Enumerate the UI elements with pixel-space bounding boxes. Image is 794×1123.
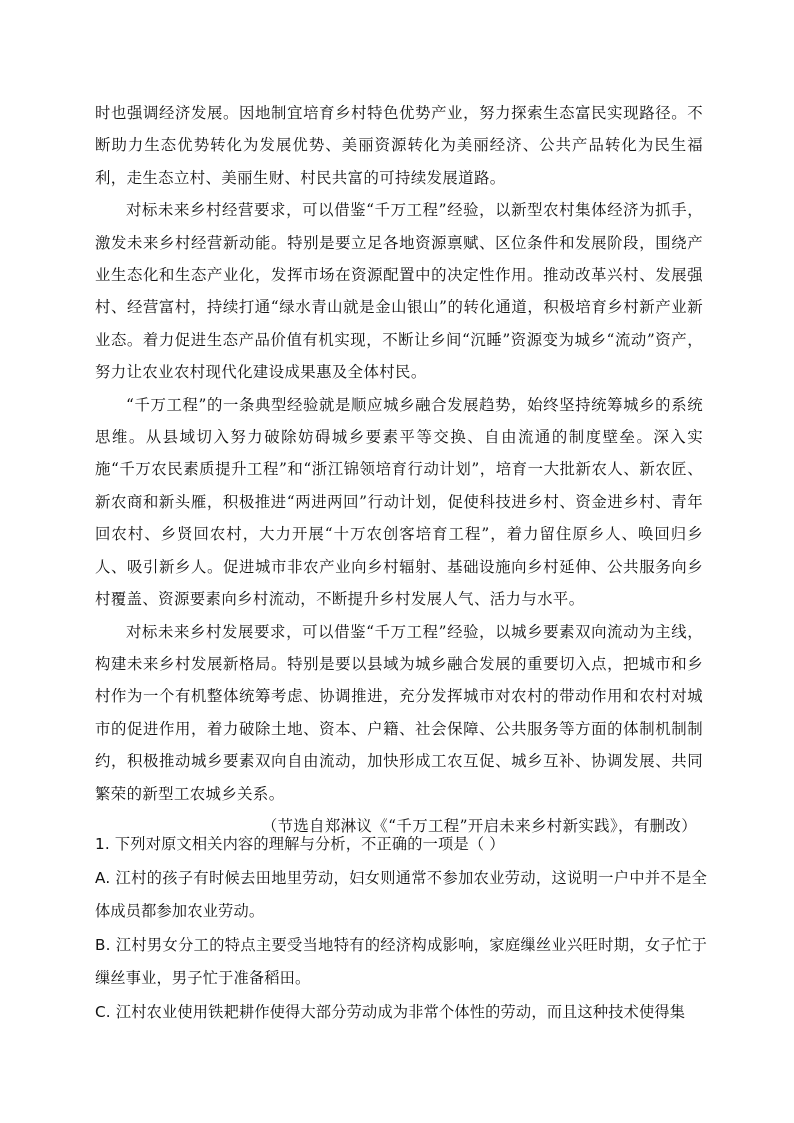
- question-1-stem: 1. 下列对原文相关内容的理解与分析，不正确的一项是（ ）: [95, 835, 505, 853]
- question-section: [95, 828, 707, 1029]
- article-paragraph-4: 对标未来乡村发展要求，可以借鉴“千万工程”经验，以城乡要素双向流动为主线，构建未来乡村发展新格局。特别是要以县域为城乡融合发展的重要切入点，把城市和乡村作为一个有机整体统筹考虑、协调推进，充分发挥城市对农村的带动作用和农村对城市的促进作用，着力破除土地、资本、户籍、社会保障、公共服务等方面的体制机制制约，积极推动城乡要素双向自由流动，加快形成工农互促、城乡互补、协调发展、共同繁荣的新型工农城乡关系。: [95, 622, 703, 803]
- question-1-option-c: C. 江村农业使用铁耙耕作使得大部分劳动成为非常个体性的劳动，而且这种技术使得集: [95, 1002, 686, 1021]
- question-1-option-a: A. 江村的孩子有时候去田地里劳动，妇女则通常不参加农业劳动，这说明一户中并不是全体成员都参加农业劳动。: [95, 868, 707, 920]
- article-paragraph-3: “千万工程”的一条典型经验就是顺应城乡融合发展趋势，始终坚持统筹城乡的系统思维。从县域切入努力破除妨碍城乡要素平等交换、自由流通的制度壁垒。深入实施“千万农民素质提升工程”和“浙江锦领培育行动计划”，培育一大批新农人、新农匠、新农商和新头雁，积极推进“两进两回”行动计划，促使科技进乡村、资金进乡村、青年回农村、乡贤回农村，大力开展“十万农创客培育工程”，着力留住原乡人、唤回归乡人、吸引新乡人。促进城市非农产业向乡村辐射、基础设施向乡村延伸、公共服务向乡村覆盖、资源要素向乡村流动，不断提升乡村发展人气、活力与水平。: [95, 395, 703, 609]
- article-body: [95, 97, 703, 842]
- article-paragraph-2: 对标未来乡村经营要求，可以借鉴“千万工程”经验，以新型农村集体经济为抓手，激发未来乡村经营新动能。特别是要立足各地资源禀赋、区位条件和发展阶段，围绕产业生态化和生态产业化，发挥市场在资源配置中的决定性作用。推动改革兴村、发展强村、经营富村，持续打通“绿水青山就是金山银山”的转化通道，积极培育乡村新产业新业态。着力促进生态产品价值有机实现，不断让乡间“沉睡”资源变为城乡“流动”资产，努力让农业农村现代化建设成果惠及全体村民。: [95, 201, 703, 382]
- article-paragraph-1: 时也强调经济发展。因地制宜培育乡村特色优势产业，努力探索生态富民实现路径。不断助力生态优势转化为发展优势、美丽资源转化为美丽经济、公共产品转化为民生福利，走生态立村、美丽生财、村民共富的可持续发展道路。: [95, 104, 703, 187]
- question-1-option-b: B. 江村男女分工的特点主要受当地特有的经济构成影响，家庭缫丝业兴旺时期，女子忙于缫丝事业，男子忙于准备稻田。: [95, 935, 707, 987]
- article-source-citation: （节选自郑淋议《“千万工程”开启未来乡村新实践》，有删改）: [261, 816, 697, 835]
